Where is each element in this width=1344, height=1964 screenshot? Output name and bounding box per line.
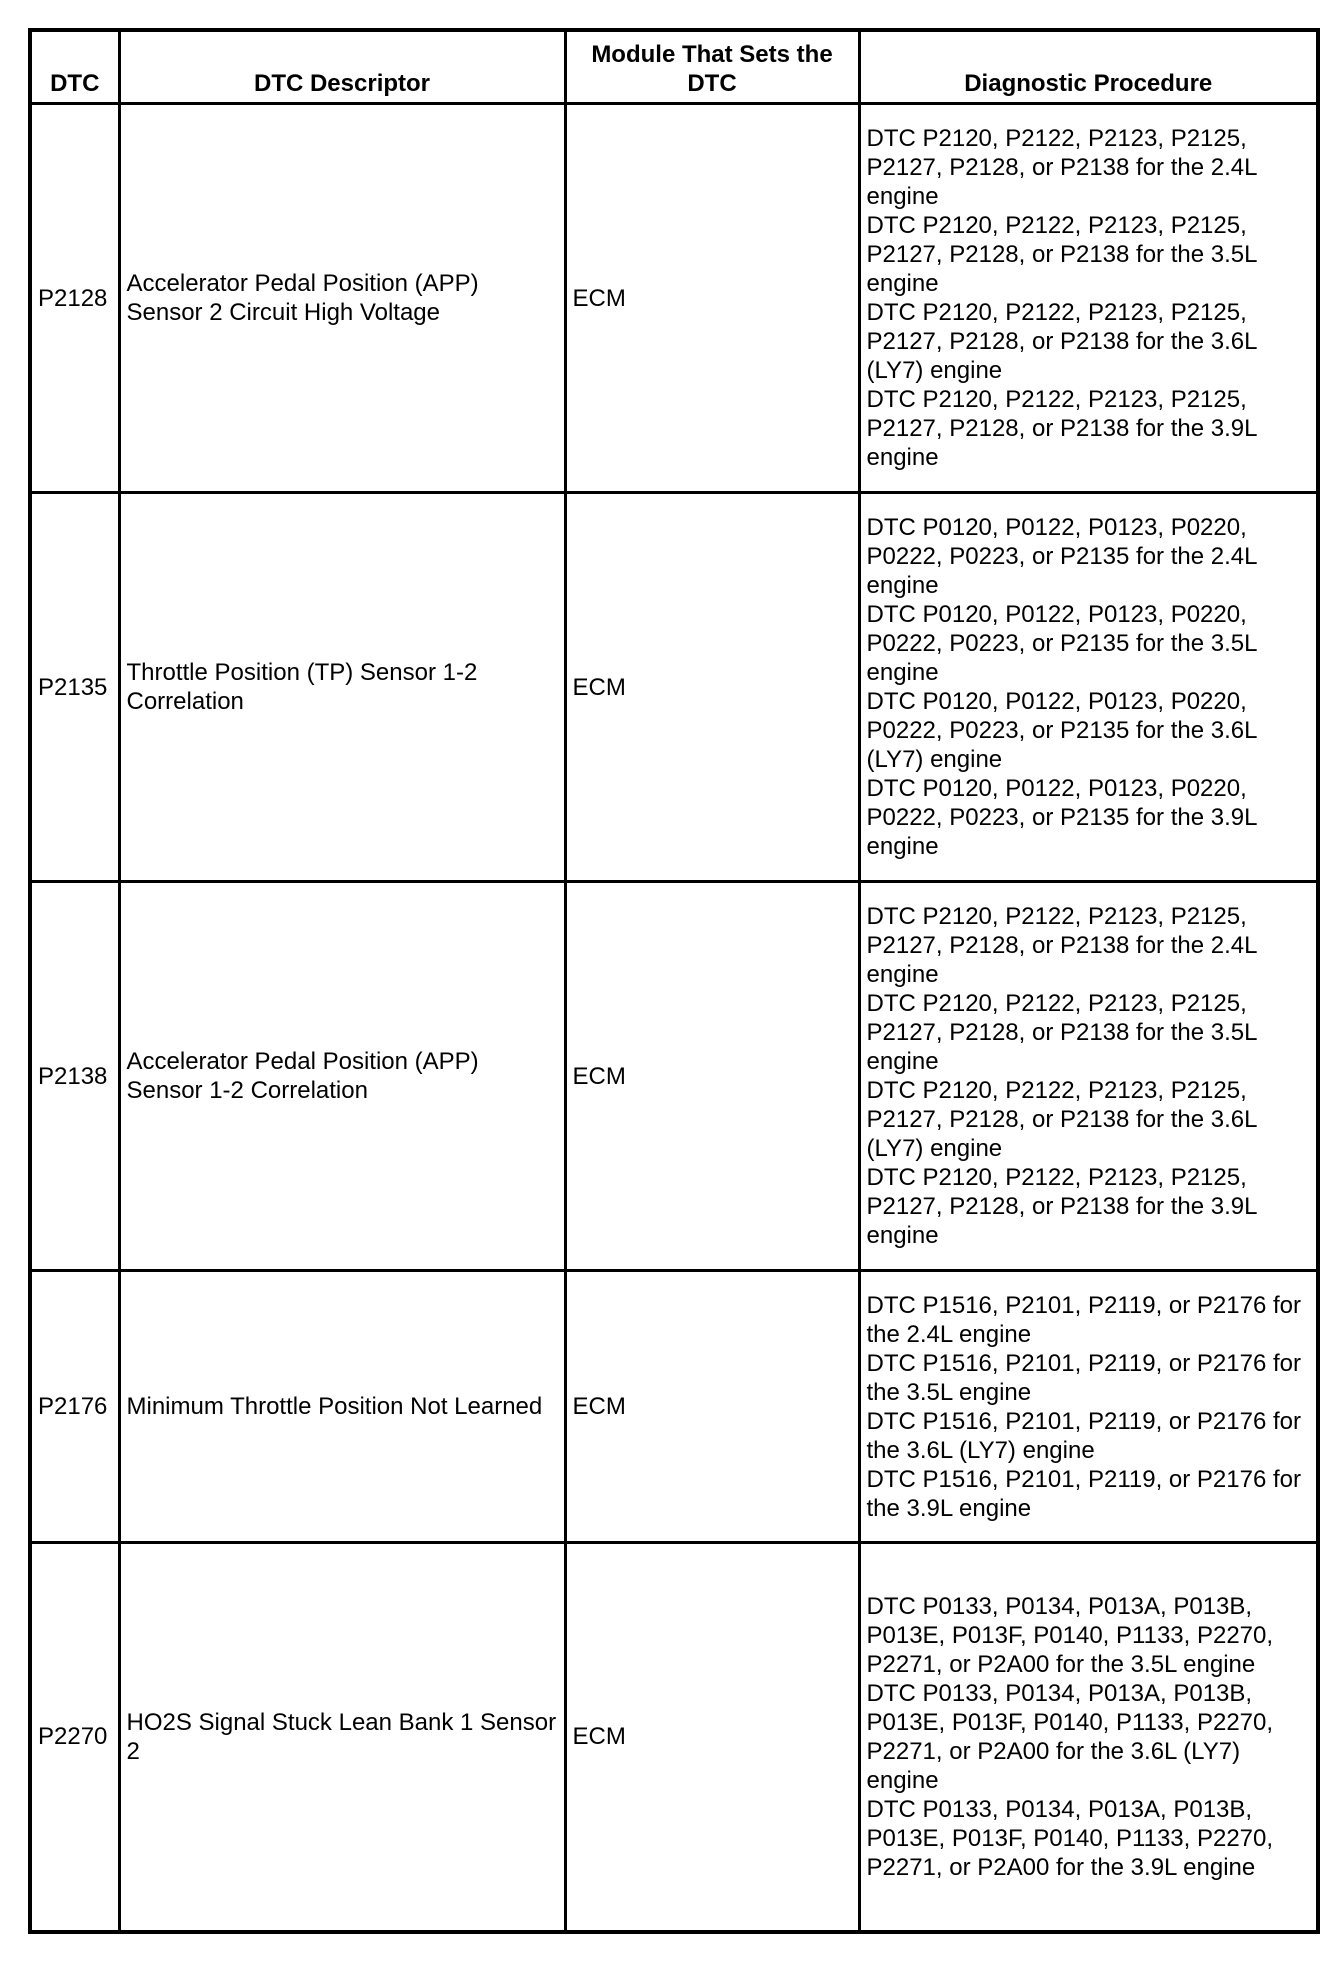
header-module: Module That Sets the DTC [565, 30, 859, 104]
procedure-link[interactable]: DTC P2120, P2122, P2123, P2125, P2127, P2128, or P2138 for the 2.4L engine [866, 903, 1257, 988]
header-row [30, 30, 1318, 104]
procedure-link[interactable]: DTC P2120, P2122, P2123, P2125, P2127, P2128, or P2138 for the 3.9L engine [866, 1164, 1257, 1249]
dtc-code: P2138 [30, 882, 119, 1271]
header-descriptor: DTC Descriptor [119, 30, 565, 104]
table-row [30, 1543, 1318, 1932]
dtc-table [28, 28, 1320, 1934]
diagnostic-procedure [859, 882, 1318, 1271]
diagnostic-procedure [859, 1543, 1318, 1932]
diagnostic-procedure [859, 104, 1318, 493]
dtc-descriptor: Throttle Position (TP) Sensor 1-2 Correlation [119, 493, 565, 882]
procedure-link[interactable]: DTC P0133, P0134, P013A, P013B, P013E, P013F, P0140, P1133, P2270, P2271, or P2A00 for the 3.9L engine [866, 1795, 1274, 1881]
table-row [30, 882, 1318, 1271]
procedure-link[interactable]: DTC P0133, P0134, P013A, P013B, P013E, P013F, P0140, P1133, P2270, P2271, or P2A00 for the 3.5L engine [866, 1592, 1274, 1678]
dtc-code: P2128 [30, 104, 119, 493]
header-procedure: Diagnostic Procedure [859, 30, 1318, 104]
dtc-module: ECM [565, 104, 859, 493]
dtc-module: ECM [565, 882, 859, 1271]
table-row [30, 493, 1318, 882]
diagnostic-procedure [859, 493, 1318, 882]
dtc-code: P2135 [30, 493, 119, 882]
procedure-link[interactable]: DTC P0133, P0134, P013A, P013B, P013E, P013F, P0140, P1133, P2270, P2271, or P2A00 for the 3.6L (LY7) engine [866, 1679, 1274, 1794]
procedure-link[interactable]: DTC P2120, P2122, P2123, P2125, P2127, P2128, or P2138 for the 3.9L engine [866, 386, 1257, 471]
dtc-descriptor: HO2S Signal Stuck Lean Bank 1 Sensor 2 [119, 1543, 565, 1932]
dtc-module: ECM [565, 493, 859, 882]
procedure-link[interactable]: DTC P1516, P2101, P2119, or P2176 for the 2.4L engine [866, 1291, 1301, 1348]
dtc-code: P2176 [30, 1271, 119, 1543]
table-row [30, 1271, 1318, 1543]
procedure-link[interactable]: DTC P1516, P2101, P2119, or P2176 for the 3.6L (LY7) engine [866, 1407, 1301, 1464]
dtc-code: P2270 [30, 1543, 119, 1932]
procedure-link[interactable]: DTC P0120, P0122, P0123, P0220, P0222, P0223, or P2135 for the 3.9L engine [866, 775, 1257, 860]
header-dtc: DTC [30, 30, 119, 104]
procedure-link[interactable]: DTC P2120, P2122, P2123, P2125, P2127, P2128, or P2138 for the 3.6L (LY7) engine [866, 299, 1257, 384]
procedure-link[interactable]: DTC P0120, P0122, P0123, P0220, P0222, P0223, or P2135 for the 2.4L engine [866, 514, 1257, 599]
procedure-link[interactable]: DTC P0120, P0122, P0123, P0220, P0222, P0223, or P2135 for the 3.6L (LY7) engine [866, 688, 1257, 773]
procedure-link[interactable]: DTC P2120, P2122, P2123, P2125, P2127, P2128, or P2138 for the 3.5L engine [866, 212, 1257, 297]
dtc-module: ECM [565, 1271, 859, 1543]
procedure-link[interactable]: DTC P2120, P2122, P2123, P2125, P2127, P2128, or P2138 for the 3.5L engine [866, 990, 1257, 1075]
procedure-link[interactable]: DTC P2120, P2122, P2123, P2125, P2127, P2128, or P2138 for the 3.6L (LY7) engine [866, 1077, 1257, 1162]
dtc-module: ECM [565, 1543, 859, 1932]
dtc-descriptor: Accelerator Pedal Position (APP) Sensor 1-2 Correlation [119, 882, 565, 1271]
procedure-link[interactable]: DTC P1516, P2101, P2119, or P2176 for the 3.5L engine [866, 1349, 1301, 1406]
procedure-link[interactable]: DTC P1516, P2101, P2119, or P2176 for the 3.9L engine [866, 1465, 1301, 1522]
table-row [30, 104, 1318, 493]
dtc-descriptor: Accelerator Pedal Position (APP) Sensor 2 Circuit High Voltage [119, 104, 565, 493]
dtc-descriptor: Minimum Throttle Position Not Learned [119, 1271, 565, 1543]
procedure-link[interactable]: DTC P0120, P0122, P0123, P0220, P0222, P0223, or P2135 for the 3.5L engine [866, 601, 1257, 686]
diagnostic-procedure [859, 1271, 1318, 1543]
procedure-link[interactable]: DTC P2120, P2122, P2123, P2125, P2127, P2128, or P2138 for the 2.4L engine [866, 125, 1257, 210]
